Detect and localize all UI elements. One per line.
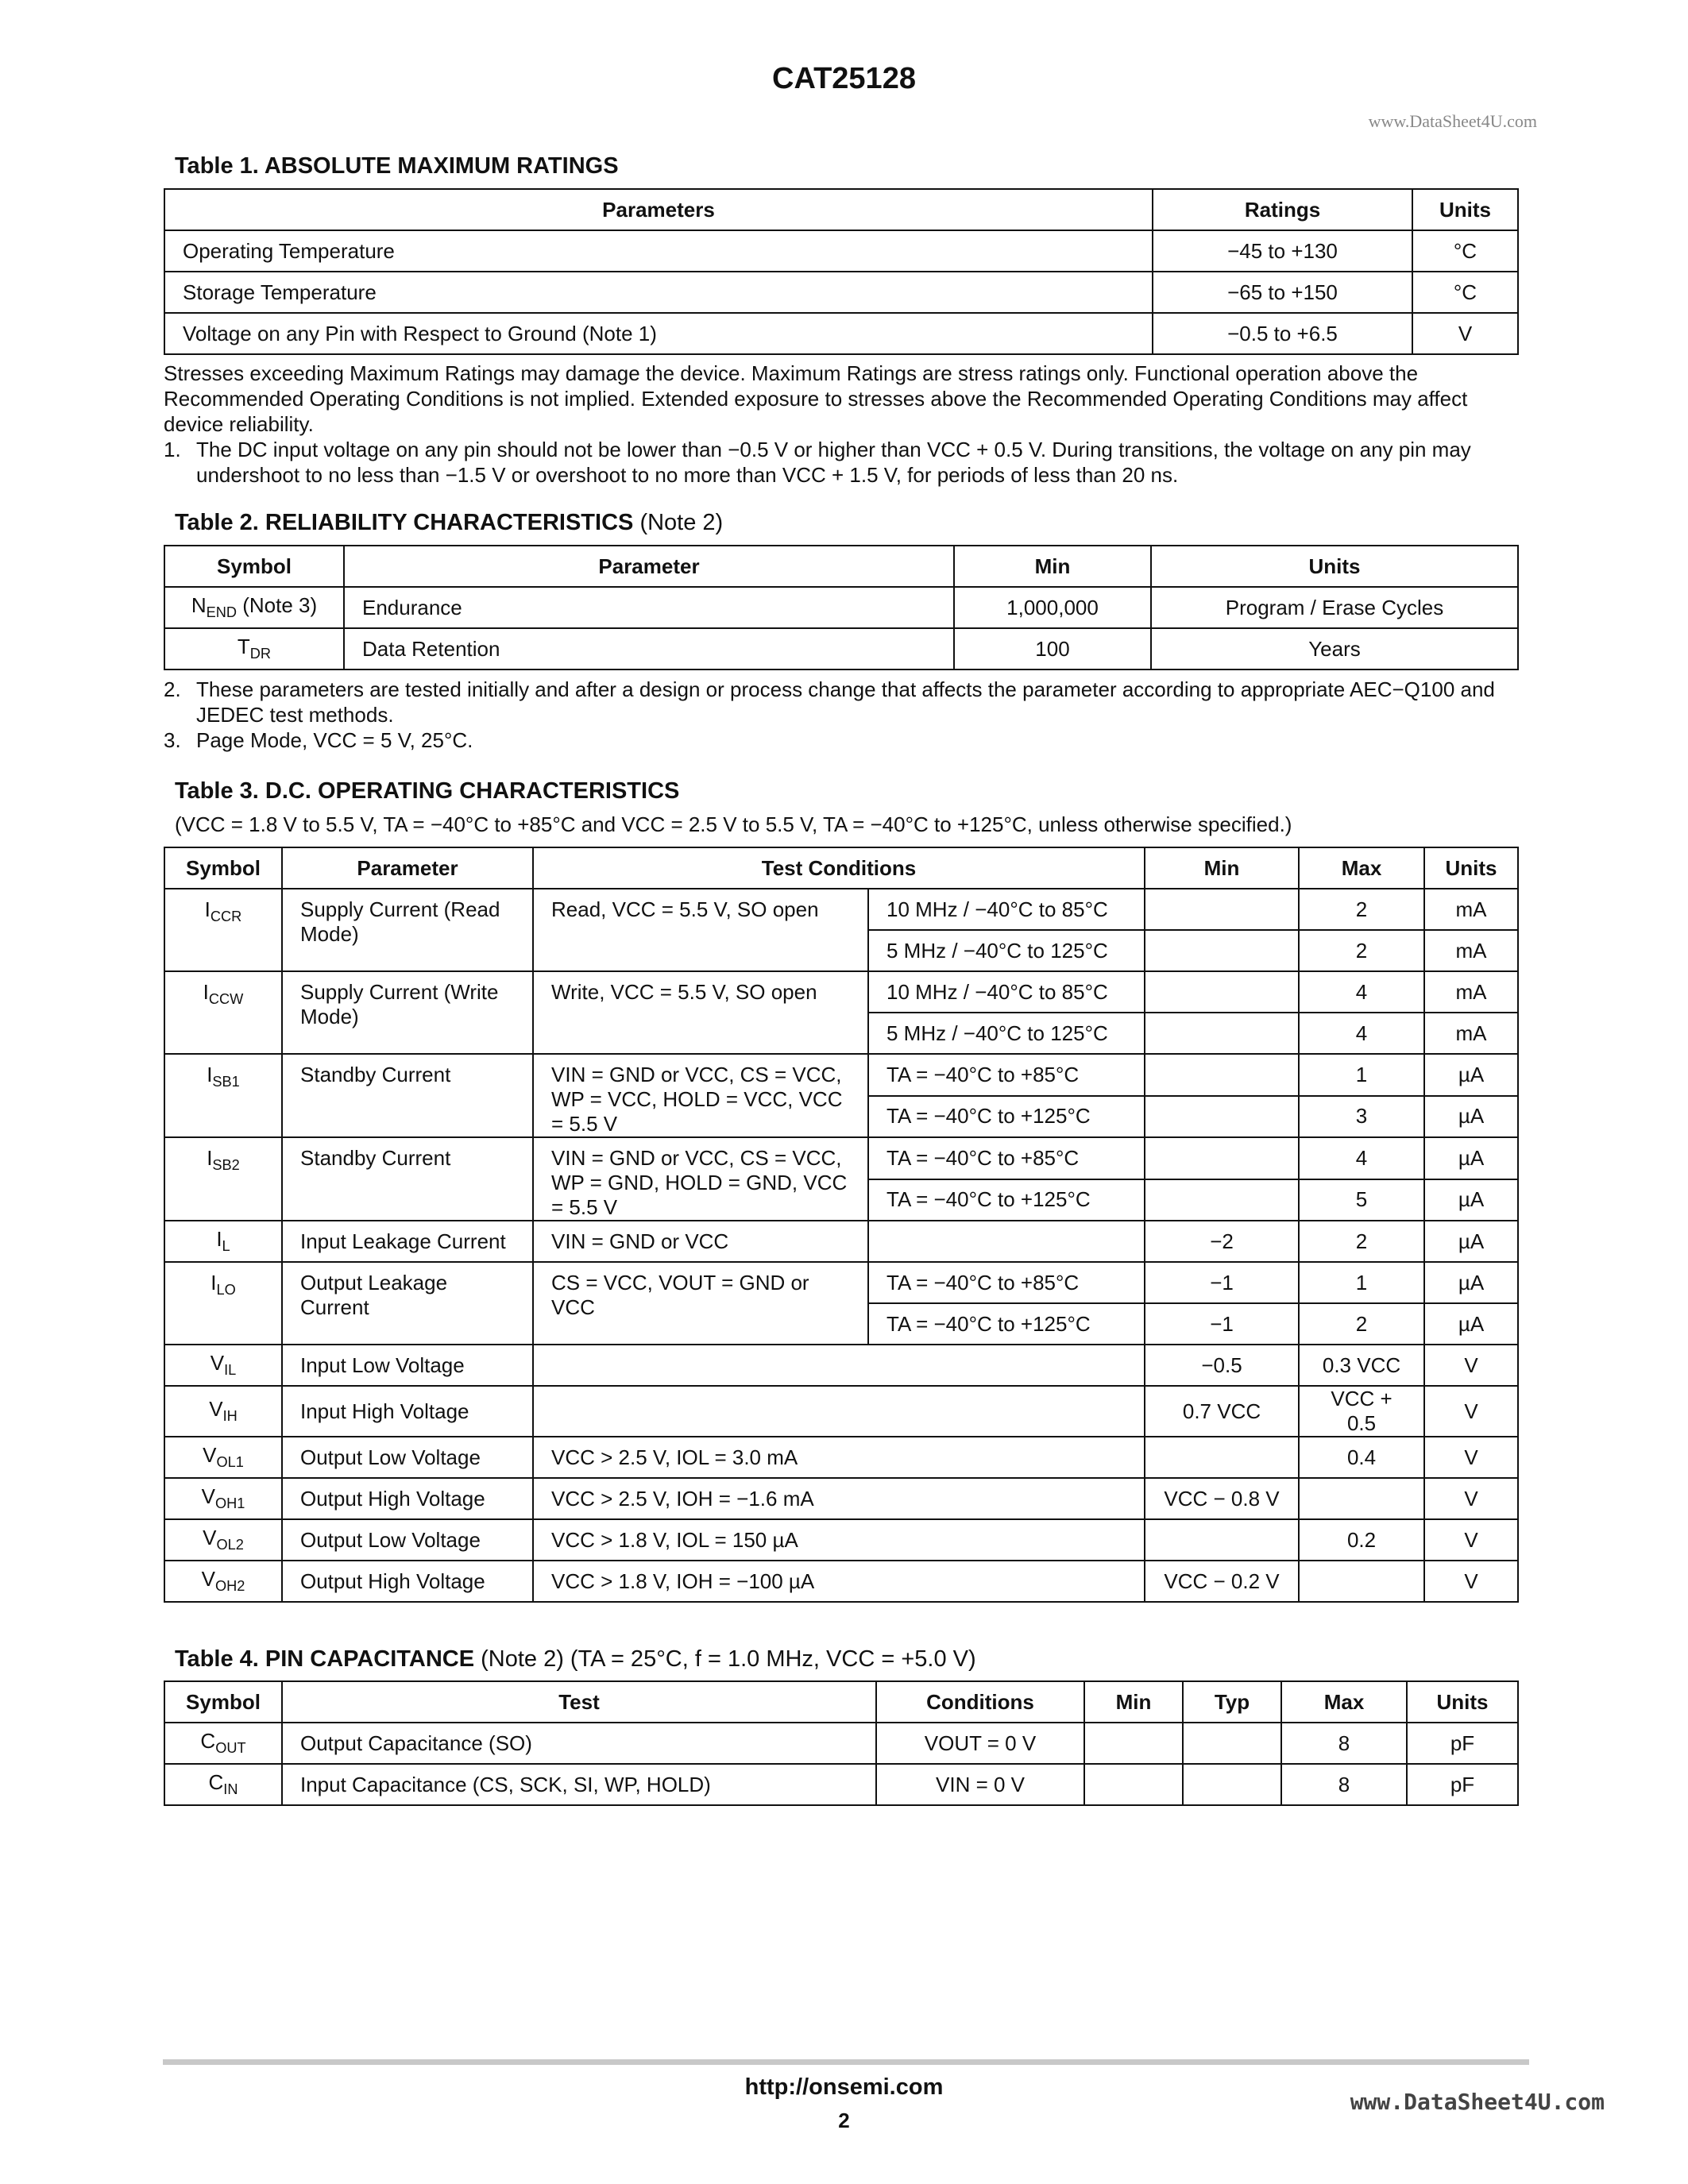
table-row [164,889,1518,930]
table3-header: Test Conditions [533,847,1145,889]
table-cell: mA [1424,971,1518,1013]
symbol-cell: $I_{CCR}$ [164,889,282,971]
note2-number: 2. [164,677,181,701]
watermark-bottom[interactable]: www.DataSheet4U.com [1350,2089,1605,2115]
table-row [164,971,1518,1013]
table2-caption [175,510,723,536]
table-cell: Output Low Voltage [282,1519,533,1561]
table-cell [1145,889,1299,930]
table-cell: −1 [1145,1303,1299,1345]
table-cell: 2 [1299,889,1424,930]
table-cell: VOUT = 0 V [876,1723,1084,1764]
symbol-cell: $I_{SB2}$ [164,1137,282,1221]
table-cell: 1 [1299,1262,1424,1303]
table4-header: Min [1084,1681,1183,1723]
table-cell: Input Capacitance (CS, SCK, SI, WP, HOLD) [282,1764,876,1805]
page-title: CAT25128 [772,62,916,95]
table-cell: Input High Voltage [282,1386,533,1437]
table-row [164,1478,1518,1519]
table-cell: V [1424,1519,1518,1561]
footer-divider [163,2059,1529,2065]
table-cell: −65 to +150 [1153,272,1412,313]
table2-caption-note: (Note 2) [639,510,724,535]
note3-text: Page Mode, VCC = 5 V, 25°C. [196,728,473,752]
table2-caption-title: Table 2. RELIABILITY CHARACTERISTICS [175,510,634,535]
table-row [164,1137,1518,1179]
table4-header-row [164,1681,1518,1723]
table2-header: Units [1151,546,1518,587]
table1-header: Units [1412,189,1518,230]
table-cell: TA = −40°C to +85°C [868,1054,1145,1096]
watermark-top[interactable]: www.DataSheet4U.com [1368,111,1537,131]
table3-header: Min [1145,847,1299,889]
table3 [164,847,1519,1603]
table-cell: 2 [1299,1221,1424,1262]
table-row [164,1519,1518,1561]
table4-caption-note: (Note 2) (TA = 25°C, f = 1.0 MHz, VCC = +5.0 V) [481,1646,976,1672]
table-cell: VIN = GND or VCC, CS = VCC, WP = VCC, HOLD = VCC, VCC = 5.5 V [533,1054,868,1137]
table-cell: pF [1407,1764,1518,1805]
table-cell: VIN = GND or VCC [533,1221,868,1262]
table-row [164,1386,1518,1437]
table-cell: TA = −40°C to +85°C [868,1137,1145,1179]
table-cell: VCC > 1.8 V, IOL = 150 µA [533,1519,1145,1561]
table-row [164,1561,1518,1602]
table2 [164,545,1519,670]
table-cell: µA [1424,1096,1518,1138]
table-cell: VCC − 0.2 V [1145,1561,1299,1602]
table-cell [1145,1137,1299,1179]
table-cell: Endurance [344,587,954,628]
table-cell: Voltage on any Pin with Respect to Ground (Note 1) [164,313,1153,354]
table-cell [1145,1437,1299,1478]
table-cell: VCC > 1.8 V, IOH = −100 µA [533,1561,1145,1602]
table-cell [1145,1013,1299,1054]
table-cell [1145,1096,1299,1138]
table-cell: Standby Current [282,1137,533,1221]
table-cell: −2 [1145,1221,1299,1262]
table-cell [1145,971,1299,1013]
table-cell: 2 [1299,1303,1424,1345]
table-row [164,1723,1518,1764]
table-cell: −0.5 to +6.5 [1153,313,1412,354]
symbol-cell: $V_{IL}$ [164,1345,282,1386]
table-cell: Supply Current (Read Mode) [282,889,533,971]
table-cell: mA [1424,889,1518,930]
table-cell: Storage Temperature [164,272,1153,313]
table-cell: Supply Current (Write Mode) [282,971,533,1054]
symbol-cell: $I_L$ [164,1221,282,1262]
table-row [164,313,1518,354]
table-cell: Write, VCC = 5.5 V, SO open [533,971,868,1054]
table4-header: Test [282,1681,876,1723]
table-cell: 0.4 [1299,1437,1424,1478]
symbol-cell: $I_{SB1}$ [164,1054,282,1137]
table-cell: VIN = 0 V [876,1764,1084,1805]
table-cell: µA [1424,1137,1518,1179]
table-cell: TA = −40°C to +125°C [868,1303,1145,1345]
table4-header: Typ [1183,1681,1281,1723]
table-cell: 5 MHz / −40°C to 125°C [868,1013,1145,1054]
table4-header: Symbol [164,1681,282,1723]
table-row [164,1054,1518,1096]
table-row [164,1262,1518,1303]
table-cell: 3 [1299,1096,1424,1138]
table-row [164,628,1518,669]
table-cell: Years [1151,628,1518,669]
table-cell: 0.2 [1299,1519,1424,1561]
table-row [164,230,1518,272]
table-cell: TA = −40°C to +125°C [868,1096,1145,1138]
table-cell: 8 [1281,1764,1407,1805]
table-cell: V [1412,313,1518,354]
table-cell: Output High Voltage [282,1561,533,1602]
table-cell [1183,1723,1281,1764]
table-cell: VCC > 2.5 V, IOH = −1.6 mA [533,1478,1145,1519]
table-cell: TA = −40°C to +125°C [868,1179,1145,1221]
table-cell: 100 [954,628,1151,669]
symbol-cell: $V_{OL1}$ [164,1437,282,1478]
table4-header: Conditions [876,1681,1084,1723]
table-cell [1084,1723,1183,1764]
table-cell [868,1221,1145,1262]
table1-header-row [164,189,1518,230]
table-row [164,1221,1518,1262]
table-cell [1145,1519,1299,1561]
table-cell: 10 MHz / −40°C to 85°C [868,971,1145,1013]
table-cell: 5 [1299,1179,1424,1221]
table4-caption-title: Table 4. PIN CAPACITANCE [175,1646,475,1672]
table-row [164,587,1518,628]
table-cell: µA [1424,1054,1518,1096]
table-cell: 10 MHz / −40°C to 85°C [868,889,1145,930]
table-cell: µA [1424,1179,1518,1221]
note1-text: The DC input voltage on any pin should not be lower than −0.5 V or higher than VCC + 0.5 V. During transitions, the voltage on any pin may undershoot to no less than −1.5 V or overshoot to no more than VCC + 1.5 V, for periods of less than 20 ns. [196,438,1471,487]
table-cell: Output Low Voltage [282,1437,533,1478]
table-cell [533,1386,1145,1437]
table-cell: 4 [1299,971,1424,1013]
table3-subcaption: (VCC = 1.8 V to 5.5 V, TA = −40°C to +85°C and VCC = 2.5 V to 5.5 V, TA = −40°C to +125°C, unless otherwise specified.) [175,812,1292,836]
table-row [164,1764,1518,1805]
page-number: 2 [838,2109,850,2132]
table-cell: VIN = GND or VCC, CS = VCC, WP = GND, HOLD = GND, VCC = 5.5 V [533,1137,868,1221]
table2-header: Symbol [164,546,344,587]
note2-text: These parameters are tested initially and after a design or process change that affects the parameter according to appropriate AEC−Q100 and JEDEC test methods. [196,677,1495,727]
table-row [164,1345,1518,1386]
table3-header: Symbol [164,847,282,889]
table-cell: 5 MHz / −40°C to 125°C [868,930,1145,971]
table-cell [1084,1764,1183,1805]
table3-caption: Table 3. D.C. OPERATING CHARACTERISTICS [175,778,680,804]
table-cell: Data Retention [344,628,954,669]
table3-header: Parameter [282,847,533,889]
symbol-cell: $N_{END}$ (Note 3) [164,587,344,628]
symbol-cell: $V_{OH1}$ [164,1478,282,1519]
table-cell: TA = −40°C to +85°C [868,1262,1145,1303]
table1-header: Ratings [1153,189,1412,230]
symbol-cell: $V_{IH}$ [164,1386,282,1437]
stress-note: Stresses exceeding Maximum Ratings may damage the device. Maximum Ratings are stress ratings only. Functional operation above the Recommended Operating Conditions is not implied. Extended exposure to stresses above the Recommended Operating Conditions may affect device reliability. [164,361,1468,436]
table-cell: Standby Current [282,1054,533,1137]
table-cell: Output High Voltage [282,1478,533,1519]
table-cell: Read, VCC = 5.5 V, SO open [533,889,868,971]
symbol-cell: $C_{IN}$ [164,1764,282,1805]
table-cell [1145,930,1299,971]
table4-header: Units [1407,1681,1518,1723]
table4 [164,1680,1519,1806]
symbol-cell: $V_{OH2}$ [164,1561,282,1602]
note1-number: 1. [164,438,181,461]
table-cell: V [1424,1437,1518,1478]
table-cell: Operating Temperature [164,230,1153,272]
table-cell: µA [1424,1262,1518,1303]
table-cell [1145,1179,1299,1221]
symbol-cell: $I_{LO}$ [164,1262,282,1345]
table2-header: Parameter [344,546,954,587]
table-cell: pF [1407,1723,1518,1764]
table-cell [1299,1478,1424,1519]
table-cell: Input Leakage Current [282,1221,533,1262]
table3-header-row [164,847,1518,889]
table-cell: −45 to +130 [1153,230,1412,272]
table4-header: Max [1281,1681,1407,1723]
table-cell: Input Low Voltage [282,1345,533,1386]
table-cell: Program / Erase Cycles [1151,587,1518,628]
table-cell: Output Capacitance (SO) [282,1723,876,1764]
table-cell: CS = VCC, VOUT = GND or VCC [533,1262,868,1345]
table2-header: Min [954,546,1151,587]
table-cell: 4 [1299,1137,1424,1179]
symbol-cell: $V_{OL2}$ [164,1519,282,1561]
table-cell: −0.5 [1145,1345,1299,1386]
table-cell: µA [1424,1221,1518,1262]
table-cell: °C [1412,272,1518,313]
table-cell: V [1424,1478,1518,1519]
table-cell: V [1424,1386,1518,1437]
table-cell: VCC > 2.5 V, IOL = 3.0 mA [533,1437,1145,1478]
symbol-cell: $C_{OUT}$ [164,1723,282,1764]
table-cell: mA [1424,1013,1518,1054]
table-cell: VCC + 0.5 [1299,1386,1424,1437]
table-cell: 0.3 VCC [1299,1345,1424,1386]
table-cell: 8 [1281,1723,1407,1764]
table3-body [164,889,1518,1602]
table1-header: Parameters [164,189,1153,230]
symbol-cell: $T_{DR}$ [164,628,344,669]
table2-header-row [164,546,1518,587]
table-cell: Output Leakage Current [282,1262,533,1345]
note3-number: 3. [164,728,181,752]
table-cell: VCC − 0.8 V [1145,1478,1299,1519]
table-cell: 1,000,000 [954,587,1151,628]
table-row [164,272,1518,313]
table-row [164,1437,1518,1478]
table-cell [1145,1054,1299,1096]
table-cell [1183,1764,1281,1805]
table-cell: µA [1424,1303,1518,1345]
footer-url-link[interactable]: http://onsemi.com [744,2074,944,2100]
table-cell: 1 [1299,1054,1424,1096]
table3-header: Max [1299,847,1424,889]
table3-header: Units [1424,847,1518,889]
table-cell [1299,1561,1424,1602]
table1 [164,188,1519,355]
table1-caption: Table 1. ABSOLUTE MAXIMUM RATINGS [175,153,619,179]
table-cell: −1 [1145,1262,1299,1303]
table-cell: 0.7 VCC [1145,1386,1299,1437]
table-cell: 4 [1299,1013,1424,1054]
table-cell: V [1424,1345,1518,1386]
table-cell: °C [1412,230,1518,272]
table-cell: 2 [1299,930,1424,971]
table-cell: mA [1424,930,1518,971]
table-cell: V [1424,1561,1518,1602]
table4-caption [175,1646,976,1673]
symbol-cell: $I_{CCW}$ [164,971,282,1054]
table-cell [533,1345,1145,1386]
